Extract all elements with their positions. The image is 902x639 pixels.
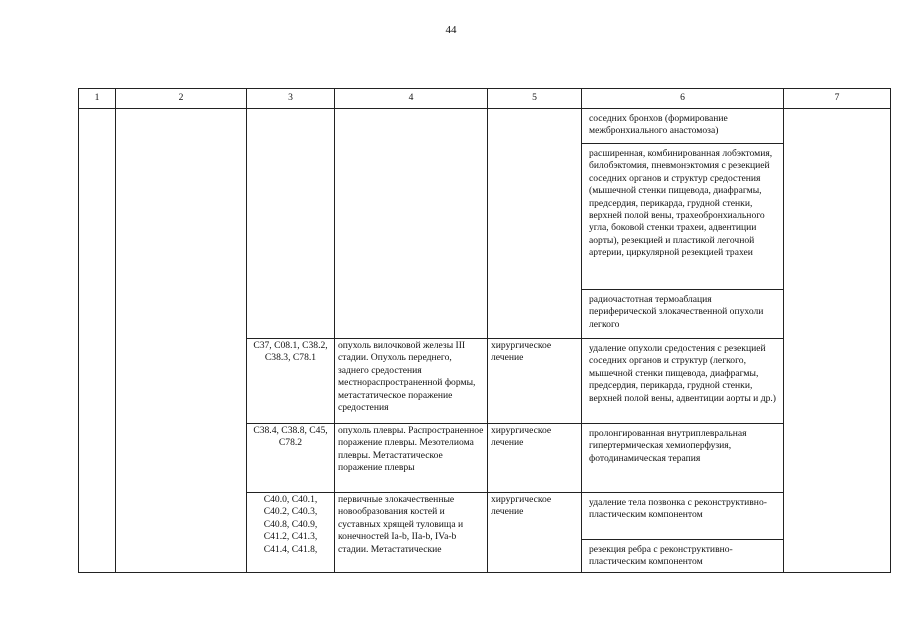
method-cell [582, 540, 784, 573]
treatment-cell: хирургическое лечение [488, 339, 582, 424]
column-header: 5 [488, 89, 582, 109]
col2-cell [116, 109, 247, 573]
method-cell [582, 339, 784, 424]
method-text: удаление опухоли средостения с резекцией соседних органов и структур (легкого, мышечной стенки пищевода, диафрагмы, предсердия, перикарда, грудной стенки, верхней полой вены, адвентиции аорты и др.) [589, 343, 776, 404]
method-cell [582, 144, 784, 290]
diagnosis-cell: опухоль плевры. Распространенное поражение плевры. Мезотелиома плевры. Метастатическое поражение плевры [335, 424, 488, 493]
method-cell [582, 424, 784, 493]
method-cell [582, 493, 784, 540]
diagnosis-cell: первичные злокачественные новообразования костей и суставных хрящей туловища и конечностей Ia-b, IIa-b, IVa-b стадии. Метастатические [335, 493, 488, 573]
column-header: 1 [79, 89, 116, 109]
method-text: расширенная, комбинированная лобэктомия, билобэктомия, пневмонэктомия с резекцией соседних органов и структур средостения (мышечной стенки пищевода, диафрагмы, предсердия, перикарда, грудной стенки, верхней полой вены, трахеобронхиального угла, боковой стенки трахеи, адвентиции аорты), резекцией и пластикой легочной артерии, циркулярной резекцией трахеи [589, 148, 773, 259]
table-row [79, 109, 891, 144]
col1-cell [79, 109, 116, 573]
column-header: 3 [247, 89, 335, 109]
codes-cell [247, 109, 335, 339]
method-text: соседних бронхов (формирование межбронхиального анастомоза) [589, 113, 728, 137]
col7-cell [784, 109, 891, 573]
medical-care-table [78, 88, 891, 573]
method-cell [582, 109, 784, 144]
treatment-cell: хирургическое лечение [488, 424, 582, 493]
method-text: удаление тела позвонка с реконструктивно-пластическим компонентом [589, 497, 767, 521]
column-header: 7 [784, 89, 891, 109]
treatment-cell [488, 109, 582, 339]
codes-cell: C37, C08.1, C38.2, C38.3, C78.1 [247, 339, 335, 424]
method-text: резекция ребра с реконструктивно-пластическим компонентом [589, 544, 733, 568]
table-header-row [79, 89, 891, 109]
page-number: 44 [445, 24, 457, 36]
method-cell [582, 290, 784, 339]
method-text: пролонгированная внутриплевральная гипертермическая хемиоперфузия, фотодинамическая терапия [589, 428, 747, 464]
treatment-cell: хирургическое лечение [488, 493, 582, 573]
diagnosis-cell [335, 109, 488, 339]
codes-cell: C38.4, C38.8, C45, C78.2 [247, 424, 335, 493]
column-header: 4 [335, 89, 488, 109]
codes-cell: C40.0, C40.1, C40.2, C40.3, C40.8, C40.9, C41.2, C41.3, C41.4, C41.8, [247, 493, 335, 573]
diagnosis-cell: опухоль вилочковой железы III стадии. Опухоль переднего, заднего средостения местнораспространенной формы, метастатическое поражение средостения [335, 339, 488, 424]
method-text: радиочастотная термоаблация периферической злокачественной опухоли легкого [589, 294, 764, 330]
column-header: 6 [582, 89, 784, 109]
column-header: 2 [116, 89, 247, 109]
